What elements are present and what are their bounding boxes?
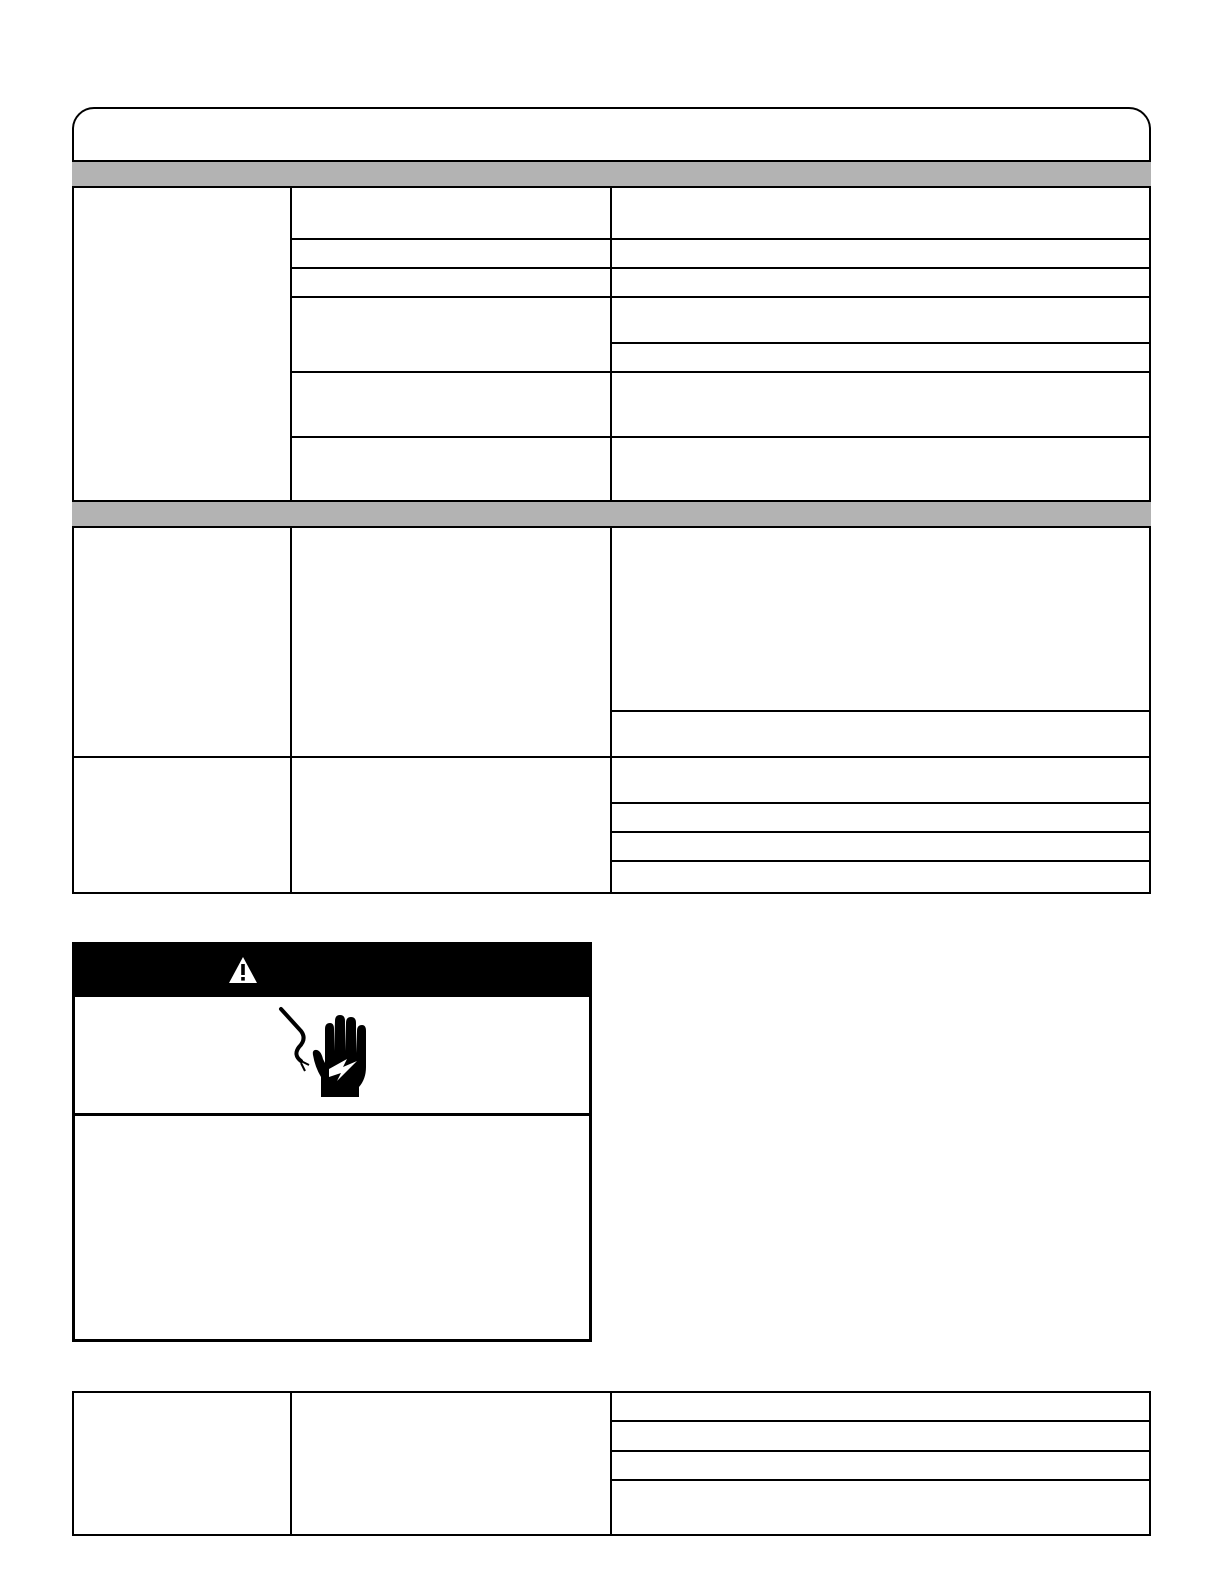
section-header-band-1 [72,160,1151,188]
table-row-divider [72,756,1151,758]
table-row-divider [610,342,1151,344]
warning-triangle-icon [227,955,259,985]
table-row-divider [610,1450,1151,1452]
column-divider [290,1391,292,1536]
table-row-divider [610,860,1151,862]
column-divider [610,1391,612,1536]
warning-header [75,945,589,997]
table-row-divider [290,436,1151,438]
table-row-divider [290,371,1151,373]
section-header-band-2 [72,500,1151,528]
table-row-divider [610,831,1151,833]
table-row-divider [610,710,1151,712]
warning-divider [75,1113,589,1116]
electrical-shock-hand-icon [275,1003,375,1103]
table-row-divider [610,1479,1151,1481]
column-divider [290,528,292,894]
table-row-divider [610,1420,1151,1422]
table-row-divider [290,296,1151,298]
table-row-divider [610,802,1151,804]
column-divider [290,188,292,500]
column-divider [610,188,612,500]
warning-box [72,942,592,1342]
table-row-divider [290,267,1151,269]
table-row-divider [290,238,1151,240]
